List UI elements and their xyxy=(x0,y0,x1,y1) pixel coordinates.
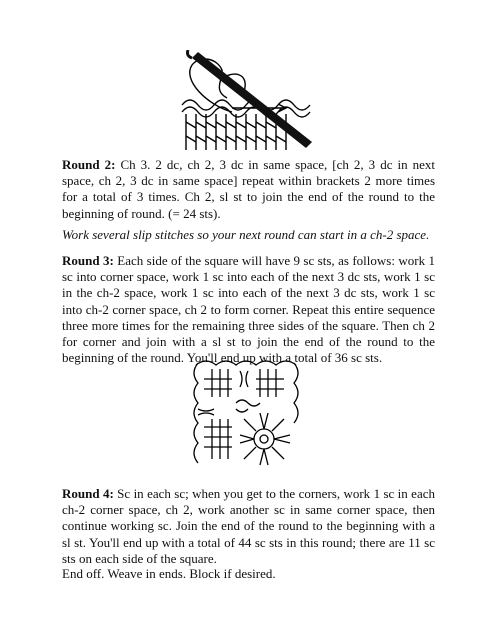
round-3-text: Each side of the square will have 9 sc sts, as follows: work 1 sc into corner space, work 1 sc into each of the next 3 dc sts, work 1 sc in the ch-2 space, work 1 sc into each of the next 3 dc sts, work 1 sc into ch-2 corner space, ch 2 to form corner. Repeat this entire sequence three more times for the remaining three sides of the square. Then ch 2 for corner and join with a sl st to join the end of the round to the beginning of the round. You'll end up with a total of 36 sc sts. xyxy=(62,253,435,366)
round-4-label: Round 4: xyxy=(62,486,114,501)
round-2-paragraph xyxy=(62,157,435,222)
round-3-label: Round 3: xyxy=(62,253,114,268)
granny-square-motif-illustration xyxy=(190,357,302,469)
round-3-paragraph xyxy=(62,253,435,366)
round-2-label: Round 2: xyxy=(62,157,116,172)
round-4-text: Sc in each sc; when you get to the corners, work 1 sc in each ch-2 corner space, ch 2, work another sc in same corner space, then continue working sc. Join the end of the round to the beginning with a sl st. You'll end up with a total of 44 sc sts in this round; there are 11 sc sts on each side of the square. xyxy=(62,486,435,566)
round-2-text: Ch 3. 2 dc, ch 2, 3 dc in same space, [ch 2, 3 dc in next space, ch 2, 3 dc in same space] repeat within brackets 2 more times for a total of 3 times. Ch 2, sl st to join the end of the round to the beginning of round. (= 24 sts). xyxy=(62,157,435,221)
round-4-paragraph xyxy=(62,486,435,567)
crochet-hook-stitch-illustration xyxy=(172,50,322,158)
finishing-paragraph: End off. Weave in ends. Block if desired. xyxy=(62,566,276,581)
slip-stitch-note: Work several slip stitches so your next round can start in a ch-2 space. xyxy=(62,227,430,242)
